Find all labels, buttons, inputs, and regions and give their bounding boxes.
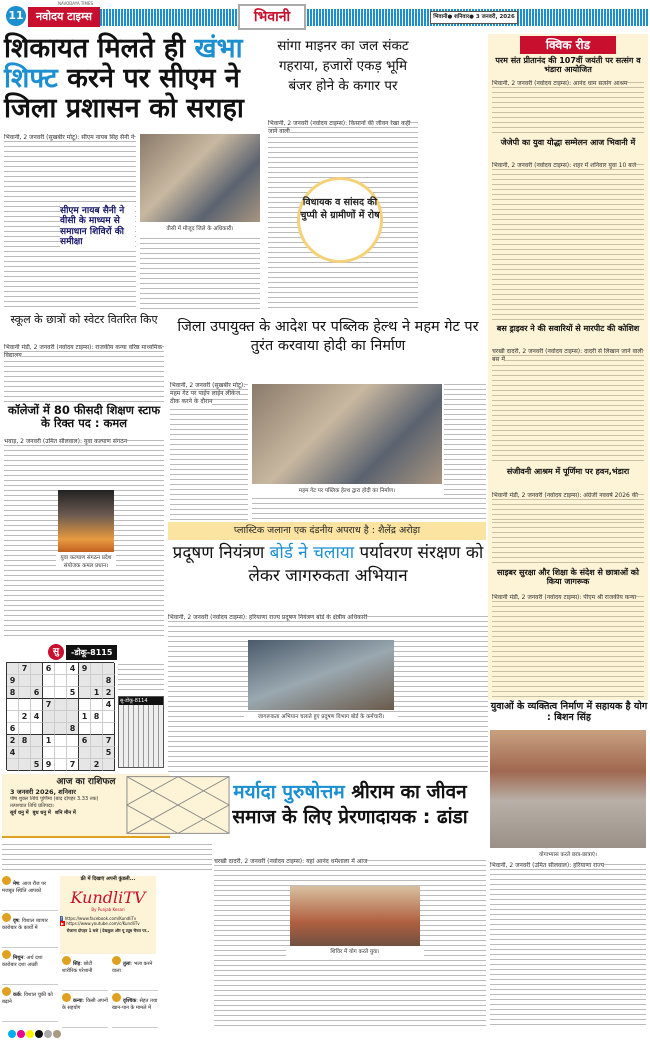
rashi-name: तुला: [123, 961, 131, 967]
sudoku-cell: [55, 759, 67, 771]
college-photo: [58, 490, 114, 552]
sudoku-cell: 9: [43, 759, 55, 771]
sudoku-cell: [91, 675, 103, 687]
sudoku-cell: 9: [79, 663, 91, 675]
health-text: भिवानी, 2 जनवरी (सुखबीर मोटू): महम गेट पर पाईप लाईन लीकेज ठीक करने के दौरान: [170, 382, 246, 405]
sudoku-cell: 1: [91, 687, 103, 699]
sudoku-grid: [6, 662, 114, 770]
rashi-text: आज रौज पर मजबूत स्थिति आपको: [2, 881, 47, 894]
pollution-kicker: प्लास्टिक जलाना एक दंडनीय अपराध है : शैलेंद्र अरोड़ा: [168, 522, 486, 540]
rashi-name: वृष: [13, 918, 19, 924]
pullquote: विधायक व सांसद की चुप्पी से ग्रामीणों में रोष: [300, 180, 380, 260]
kundli-ad: [60, 876, 156, 954]
qr-text: चरखी दादरी, 2 जनवरी (नवोदय टाइम्स): दादरी से लिखान जाने वाली बस में: [492, 348, 643, 363]
rashi-text: अर्थ दशा कारोबार दशा अच्छी: [2, 955, 43, 968]
sudoku-answer: [118, 696, 164, 768]
sudoku-cell: [55, 687, 67, 699]
sudoku-cell: [31, 735, 43, 747]
sudoku-cell: 5: [103, 747, 115, 759]
planet: बुध धनु में: [32, 810, 51, 816]
sudoku-cell: 2: [103, 687, 115, 699]
qr-text: भिवानी, 2 जनवरी (नवोदय टाइम्स): आनंद धाम सत्संग आश्रम: [492, 80, 628, 87]
rashi-text: विशाल चुकी को बढ़ाने: [2, 992, 53, 1005]
facebook-icon: f: [61, 916, 63, 921]
rashifal-intro: पौष शुक्ल तिथि पूर्णिमा (बाद दोपहर 3.33 तक) तत्पश्चात तिथि प्रतिपदा।: [10, 796, 99, 809]
sudoku-cell: [91, 699, 103, 711]
sudoku-cell: [79, 759, 91, 771]
sudoku-cell: 8: [7, 687, 19, 699]
rashi-name: कर्क: [13, 992, 21, 998]
headline-part: प्रदूषण नियंत्रण: [172, 543, 270, 563]
shriram-headline: [214, 780, 486, 830]
sudoku-cell: 4: [31, 711, 43, 723]
sudoku-cell: 6: [79, 735, 91, 747]
kundli-tagline: फ्री में दिखाएं अपनी कुंडली...: [80, 876, 136, 882]
kundli-logo: KundliTV: [70, 888, 146, 907]
sudoku-cell: [31, 699, 43, 711]
health-photo: [252, 384, 442, 484]
sanga-headline: सांगा माइनर का जल संकट गहराया, हजारों एकड़ भूमि बंजर होने के कगार पर: [277, 38, 409, 94]
rashi-item: कर्क: विशाल चुकी को बढ़ाने: [2, 987, 58, 1022]
planet: सूर्य धनु में: [10, 810, 29, 816]
rashi-item: वृष: विशाल व्यापार कारोबार के कार्यों में: [2, 913, 58, 948]
rashi-icon: [2, 987, 11, 996]
health-headline: जिला उपायुक्त के आदेश पर पब्लिक हेल्थ ने महम गेट पर तुरंत करवाया होदी का निर्माण: [177, 319, 479, 354]
sudoku-cell: 2: [91, 759, 103, 771]
rashi-icon: [112, 993, 121, 1002]
sudoku-cell: 1: [79, 711, 91, 723]
sudoku-cell: [91, 723, 103, 735]
sudoku-cell: [67, 711, 79, 723]
sudoku-cell: 9: [7, 675, 19, 687]
qr-body-3: [492, 348, 644, 464]
headline-part: करने पर सीएम ने जिला प्रशासन को सराहा: [4, 63, 244, 124]
sudoku-cell: 8: [103, 675, 115, 687]
sudoku-cell: 5: [31, 759, 43, 771]
sudoku-cell: [55, 663, 67, 675]
sudoku-cell: [43, 747, 55, 759]
panchang: [2, 842, 212, 874]
yoga-photo: [490, 730, 646, 848]
college-text: भवाड़, 2 जनवरी (उमित सीलवाल): युवा कल्याण संगठन: [4, 438, 128, 445]
shriram-photo-caption: शिविर में योग करते युवा।: [286, 947, 424, 956]
sudoku-cell: [67, 699, 79, 711]
sudoku-badge: सु: [48, 644, 64, 660]
headline-highlight: बोर्ड ने चलाया: [269, 543, 355, 563]
sudoku-cell: [103, 663, 115, 675]
rashi-icon: [62, 993, 71, 1002]
health-body: [170, 382, 248, 520]
sanga-byline: भिवानी, 2 जनवरी (नवोदय टाइम्स): किसानों की जीवन रेखा कही जाने वाली: [268, 120, 411, 135]
health-body-3: [252, 496, 486, 520]
rashi-text: भला करने वाला: [112, 961, 153, 974]
rashi-text: विशाल व्यापार कारोबार के कार्यों में: [2, 918, 48, 931]
sudoku-cell: 4: [103, 699, 115, 711]
rashi-icon: [112, 956, 121, 965]
sudoku-cell: [67, 675, 79, 687]
rashi-icon: [2, 950, 11, 959]
registration-colorbar: [8, 1030, 61, 1038]
sudoku-cell: [55, 723, 67, 735]
qr-body-1: [492, 80, 644, 136]
sudoku-cell: [55, 747, 67, 759]
sudoku-cell: [19, 723, 31, 735]
sudoku-answer-label: सु-डोकू-8114: [119, 697, 163, 705]
sudoku-cell: [31, 723, 43, 735]
sudoku-cell: 5: [67, 687, 79, 699]
sudoku-cell: [67, 735, 79, 747]
sudoku-cell: [31, 663, 43, 675]
yoga-headline: युवाओं के व्यक्तित्व निर्माण में सहायक है योग : बिशन सिंह: [490, 701, 648, 723]
facebook-url[interactable]: https://www.facebook.com/KundliTv: [64, 916, 137, 921]
sudoku-cell: 6: [31, 687, 43, 699]
sudoku-cell: 8: [91, 711, 103, 723]
sudoku-cell: [19, 759, 31, 771]
sudoku-cell: [79, 723, 91, 735]
sudoku-cell: [55, 675, 67, 687]
planet: शनि मीन में: [54, 810, 76, 816]
shriram-text: चरखी दादरी, 2 जनवरी (नवोदय टाइम्स): यहां आनंद धर्मशाला में आज: [214, 858, 368, 865]
sudoku-cell: [91, 747, 103, 759]
sudoku-cell: 4: [67, 663, 79, 675]
sudoku-cell: [43, 711, 55, 723]
sudoku-cell: 7: [19, 663, 31, 675]
yoga-body: [490, 862, 646, 1026]
rashi-item: मिथुन: अर्थ दशा कारोबार दशा अच्छी: [2, 950, 58, 985]
sudoku-cell: 1: [43, 735, 55, 747]
sudoku-cell: [31, 747, 43, 759]
rashi-item: सिंह: छोटी शारीरिक परेशानी: [62, 956, 108, 991]
rashi-icon: [2, 876, 11, 885]
rashi-item: तुला: भला करने वाला: [112, 956, 158, 991]
rashi-text: किसी अपनों के सहयोग: [62, 998, 108, 1011]
sudoku-cell: [55, 735, 67, 747]
qr-headline-2: जेजेपी का युवा योद्धा सम्मेलन आज भिवानी में: [500, 138, 636, 147]
pollution-photo: [248, 640, 394, 710]
sudoku-cell: 7: [43, 699, 55, 711]
rashi-name: मिथुन: [13, 955, 24, 961]
sudoku-cell: [91, 735, 103, 747]
qr-headline-5: साइबर सुरक्षा और शिक्षा के संदेश से छात्राओं को किया जागरूक: [497, 568, 639, 587]
sudoku-cell: 8: [67, 723, 79, 735]
headline-highlight: मर्यादा पुरुषोत्तम: [233, 781, 345, 803]
sudoku-cell: [7, 711, 19, 723]
sudoku-cell: [103, 711, 115, 723]
sudoku-cell: [79, 675, 91, 687]
brand-logo: नवोदय टाइम्स: [28, 7, 100, 27]
lead-byline: भिवानी, 2 जनवरी (सुखबीर मोटू): सीएम नायब सिंह सैनी ने: [4, 134, 135, 141]
sudoku-cell: [19, 747, 31, 759]
lead-headline: [4, 34, 262, 124]
sudoku-cell: [55, 699, 67, 711]
headline-part: शिकायत मिलते ही: [4, 33, 195, 64]
brand-small: NAVODAYA TIMES: [58, 1, 94, 6]
lead-subhead: सीएम नायब सैनी ने वीसी के माध्यम से समाधान शिविरों की समीक्षा: [60, 206, 135, 247]
rashi-icon: [2, 913, 11, 922]
lead-photo-caption: वीसी में मौजूद जिले के अधिकारी।: [166, 226, 234, 232]
lead-photo: [140, 134, 260, 222]
qr-body-4: [492, 492, 644, 520]
section-tab: भिवानी: [238, 4, 306, 30]
quick-read-label: क्विक रीड: [520, 36, 616, 54]
sudoku-cell: [31, 675, 43, 687]
yoga-photo-caption: योगाभ्यास करते छात्र-छात्राएं।: [538, 852, 598, 858]
sudoku-cell: [43, 675, 55, 687]
rashi-text: छोटी शारीरिक परेशानी: [62, 961, 93, 974]
pollution-text: भिवानी, 2 जनवरी (नवोदय टाइम्स): हरियाणा राज्य प्रदूषण नियंत्रण बोर्ड के क्षेत्रीय अधिकारी: [168, 614, 368, 621]
rashi-name: वृश्चिक: [123, 998, 137, 1004]
lead-body-2: [140, 236, 260, 310]
health-photo-caption: महम गेट पर पब्लिक हेल्थ द्वारा होदी का निर्माण।: [298, 488, 396, 494]
school-body: [4, 344, 164, 402]
rashi-name: मेष: [13, 881, 19, 887]
dateline: भिवानी● शनिवार● 3 जनवरी, 2026: [430, 11, 518, 24]
youtube-link[interactable]: [60, 921, 156, 926]
youtube-icon: ▶: [61, 921, 65, 926]
sudoku-cell: 8: [19, 735, 31, 747]
qr-body-2: [492, 162, 644, 320]
rashi-item: वृश्चिक: सेहत तथा खान-पान के मामले में: [112, 993, 158, 1028]
rashifal-date: 3 जनवरी 2026, शनिवार: [10, 788, 76, 796]
sudoku-cell: [67, 747, 79, 759]
sudoku-cell: [7, 759, 19, 771]
sudoku-cell: [7, 663, 19, 675]
sudoku-cell: 7: [67, 759, 79, 771]
sudoku-cell: 6: [43, 663, 55, 675]
qr-headline-4: संजीवनी आश्रम में पूर्णिमा पर हवन,भंडारा: [506, 467, 630, 476]
headline-highlight: खंभा शिफ्ट: [4, 33, 243, 94]
sudoku-cell: 7: [103, 735, 115, 747]
pollution-photo-caption: जागरूकता अभियान चलाते हुए प्रदूषण विभाग बोर्ड के कर्मचारी।: [244, 712, 398, 720]
qr-body-5: [492, 594, 644, 698]
sudoku-cell: [103, 759, 115, 771]
sudoku-cell: 2: [19, 711, 31, 723]
rashi-item: कन्या: किसी अपनों के सहयोग: [62, 993, 108, 1028]
sudoku-cell: [43, 687, 55, 699]
sudoku-cell: [7, 699, 19, 711]
school-headline: स्कूल के छात्रों को स्वेटर वितरित किए: [10, 313, 158, 326]
sudoku-rules: [118, 662, 164, 692]
sudoku-cell: [43, 723, 55, 735]
sudoku-cell: 4: [7, 747, 19, 759]
qr-headline-3: बस ड्राइवर ने की सवारियों से मारपीट की कोशिश: [496, 324, 640, 333]
sudoku-cell: [19, 687, 31, 699]
sudoku-header: [48, 644, 117, 660]
qr-body-4b: [492, 520, 644, 564]
sudoku-cell: [79, 747, 91, 759]
sudoku-cell: 2: [7, 735, 19, 747]
quick-read-panel: [488, 34, 648, 520]
qr-text: भिवानी मंडी, 2 जनवरी (नवोदय टाइम्स): पीएम श्री राजकीय कन्या: [492, 594, 637, 601]
rashi-name: कन्या: [73, 998, 83, 1004]
pollution-headline: [168, 542, 488, 588]
shriram-photo: [290, 886, 420, 946]
kundli-by: By Punjab Kesari: [91, 907, 125, 912]
striped-band: [100, 9, 648, 26]
sudoku-title: -डोकू-8115: [66, 645, 117, 660]
school-text: भिवानी मंडी, 2 जनवरी (नवोदय टाइम्स): राजकीय कन्या वरिष्ठ माध्यमिक विद्यालय: [4, 344, 163, 359]
rashi-text: सेहत तथा खान-पान के मामले में: [112, 998, 158, 1011]
rashifal-title: आज का राशिफल: [56, 777, 116, 787]
rashi-icon: [62, 956, 71, 965]
college-headline: कॉलेजों में 80 फीसदी शिक्षण स्टाफ के रिक्त पद : कमल: [7, 403, 161, 431]
sudoku-cell: 6: [7, 723, 19, 735]
qr-text: भिवानी, 2 जनवरी (नवोदय टाइम्स): शहर में शनिवार युवा 10 बजे: [492, 162, 637, 169]
sudoku-cell: [103, 723, 115, 735]
youtube-url[interactable]: https://www.youtube.com/c/KundliTv: [66, 921, 140, 926]
masthead: [0, 0, 650, 32]
kundli-footer: रोजाना दोपहर 1 बजे | देखकुल और यू ट्यूब चैनल पर..: [66, 928, 150, 933]
sudoku-cell: [79, 687, 91, 699]
sudoku-cell: [19, 675, 31, 687]
quick-read-panel-2: [488, 520, 648, 700]
rashi-item: मेष: आज रौज पर मजबूत स्थिति आपको: [2, 876, 58, 911]
headline-part: श्रीराम का जीवन समाज के लिए प्रेरणादायक : ढांडा: [232, 781, 468, 828]
qr-text: भिवानी मंडी, 2 जनवरी (नवोदय टाइम्स): अंग्रेजी नववर्ष 2026 की: [492, 492, 638, 499]
sudoku-cell: [91, 663, 103, 675]
qr-headline-1: परम संत प्रीतानंद की 107वीं जयंती पर सत्संग व भंडारा आयोजित: [495, 56, 641, 75]
page-number: 11: [6, 6, 26, 26]
yoga-text: भिवानी, 2 जनवरी (उमित सीलवाल): हरियाणा राज्य: [490, 862, 605, 869]
headline-part: पर्यावरण संरक्षण को लेकर जागरुकता अभियान: [248, 543, 484, 586]
college-photo-caption: युवा कल्याण संगठन प्रदेश संयोजक कमल प्रधान।: [56, 553, 116, 569]
sudoku-cell: [79, 699, 91, 711]
sudoku-cell: [55, 711, 67, 723]
sudoku-cell: [19, 699, 31, 711]
rashi-name: सिंह: [73, 961, 81, 967]
